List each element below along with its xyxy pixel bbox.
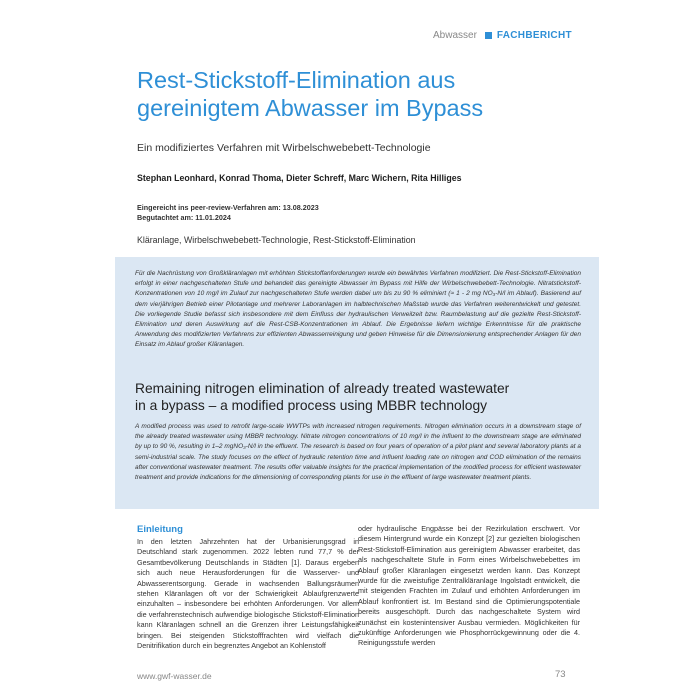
- english-title: [135, 380, 555, 414]
- abstract-box: [115, 257, 599, 509]
- review-dates: [137, 203, 319, 222]
- footer-url: www.gwf-wasser.de: [137, 671, 212, 681]
- submitted-date: Eingereicht ins peer-review-Verfahren am: 13.08.2023: [137, 203, 319, 212]
- english-title-line-2: in a bypass – a modified process using MBBR technology: [135, 398, 488, 413]
- body-column-left: [137, 524, 359, 651]
- title-line-1: Rest-Stickstoff-Elimination aus: [137, 67, 456, 93]
- body-column-right: [358, 524, 580, 649]
- article-title: [137, 66, 577, 122]
- article-subtitle: Ein modifiziertes Verfahren mit Wirbelschwebebett-Technologie: [137, 142, 431, 154]
- category-square-icon: [485, 32, 492, 39]
- page-number: 73: [555, 669, 566, 680]
- section-heading: Einleitung: [137, 524, 183, 535]
- body-paragraph-right: oder hydraulische Engpässe bei der Rezirkulation erschwert. Vor diesem Hintergrund wurde ein Konzept [2] zur gezielten biologischen Rest-Stickstoff-Elimination aus gereinigtem Abwasser erarbeitet, das als nachgeschaltete Stufe in Form eines Wirbelschwebebettes im Ablauf großer Kläranlagen eingesetzt werden kann. Das Konzept wurde für die zweistufige Zentralkläranlage Ingolstadt entwickelt, die mit steigenden Frachten im Zulauf und erhöhten Anforderungen im Ablauf konfrontiert ist. Im Bestand sind die Optimierungspotentiale bereits ausgeschöpft. Durch das nachgeschaltete System wird zunächst ein kostenintensiver Ausbau vermieden. Möglichkeiten für zukünftige Anforderungen wie Phosphorrückgewinnung oder die 4. Reinigungsstufe werden: [358, 524, 580, 648]
- body-paragraph-left: In den letzten Jahrzehnten hat der Urbanisierungsgrad in Deutschland stark zugenommen. 2022 lebten rund 77,7 % der Gesamtbevölkerung Deutschlands in Städten [1]. Daraus ergeben sich auch neue Herausforderungen für die Wasserver- und Abwasserentsorgung. Gerade in wachsenden Ballungsräumen stehen Kläranlagen oft vor der Schwierigkeit Ablaufgrenzwerte einzuhalten – insbesondere bei erhöhten Anforderungen. Vor allem die verfahrenstechnisch aufwendige biologische Stickstoff-Elimination kann Kläranlagen schnell an die Grenzen ihrer Leistungsfähigkeit bringen. Bei steigenden Stickstofffrachten wird vielfach die Denitrifikation durch ein begrenztes Angebot an Kohlenstoff: [137, 537, 359, 651]
- abstract-german: Für die Nachrüstung von Großkläranlagen mit erhöhten Stickstoffanforderungen wurde ein bewährtes Verfahren modifiziert. Die Rest-Stickstoff-Elimination erfolgt in einer nachgeschalteten Stufe und behandelt das gereinigte Abwasser im Bypass mit Hilfe der Wirbelschwebebett-Technologie. Nitratstickstoff-Konzentrationen von 10 mg/l im Zulauf zur nachgeschalteten Stufe werden dabei um bis zu 90 % eliminiert (≈ 1 - 2 mg NO₃-N/l im Ablauf). Basierend auf dem vierjährigen Betrieb einer Pilotanlage und mehrerer Laboranlagen im halbtechnischen Maßstab wurde das Verfahren weiterentwickelt und getestet. Die vorliegende Studie befasst sich insbesondere mit dem Einfluss der hydraulischen Verweilzeit bzw. Raumbelastung auf die gezielte Rest-Stickstoff-Elimination und deren Auswirkung auf die Rest-CSB-Konzentrationen im Ablauf. Die Ergebnisse liefern wichtige Erkenntnisse für die praktische Anwendung des modifizierten Verfahrens zur effizienten Abwasserreinigung und geben Hinweise für die Dimensionierung entsprechender Anlagen für den Einsatz im Ablauf großer Kläranlagen.: [135, 270, 581, 349]
- abstract-english: A modified process was used to retrofit large-scale WWTPs with increased nitrogen requirements. Nitrogen elimination occurs in a downstream stage of the already treated wastewater using MBBR technology. Nitrate nitrogen concentrations of 10 mg/l in the influent to the downstream stage are eliminated by up to 90 %, resulting in 1–2 mgNO₃-N/l in the effluent. The research is based on four years of operation of a pilot plant and several laboratory plants at a semi-industrial scale. The study focuses on the effect of hydraulic retention time and influent loading rate on nitrogen and COD elimination of the remains after conventional wastewater treatment. The results offer valuable insights for the practical implementation of the modified process for efficient wastewater treatment and provide indications for the dimensioning of corresponding plants for use in the effluent of large wastewater treatment plants.: [135, 423, 581, 482]
- title-line-2: gereinigtem Abwasser im Bypass: [137, 95, 484, 121]
- section-label: Abwasser: [433, 30, 477, 41]
- keywords: Kläranlage, Wirbelschwebebett-Technologie, Rest-Stickstoff-Elimination: [137, 235, 416, 245]
- article-authors: Stephan Leonhard, Konrad Thoma, Dieter Schreff, Marc Wichern, Rita Hilliges: [137, 173, 462, 183]
- english-title-line-1: Remaining nitrogen elimination of already treated wastewater: [135, 381, 510, 396]
- reviewed-date: Begutachtet am: 11.01.2024: [137, 212, 231, 222]
- category-label: FACHBERICHT: [496, 30, 572, 41]
- section-header: [433, 30, 572, 41]
